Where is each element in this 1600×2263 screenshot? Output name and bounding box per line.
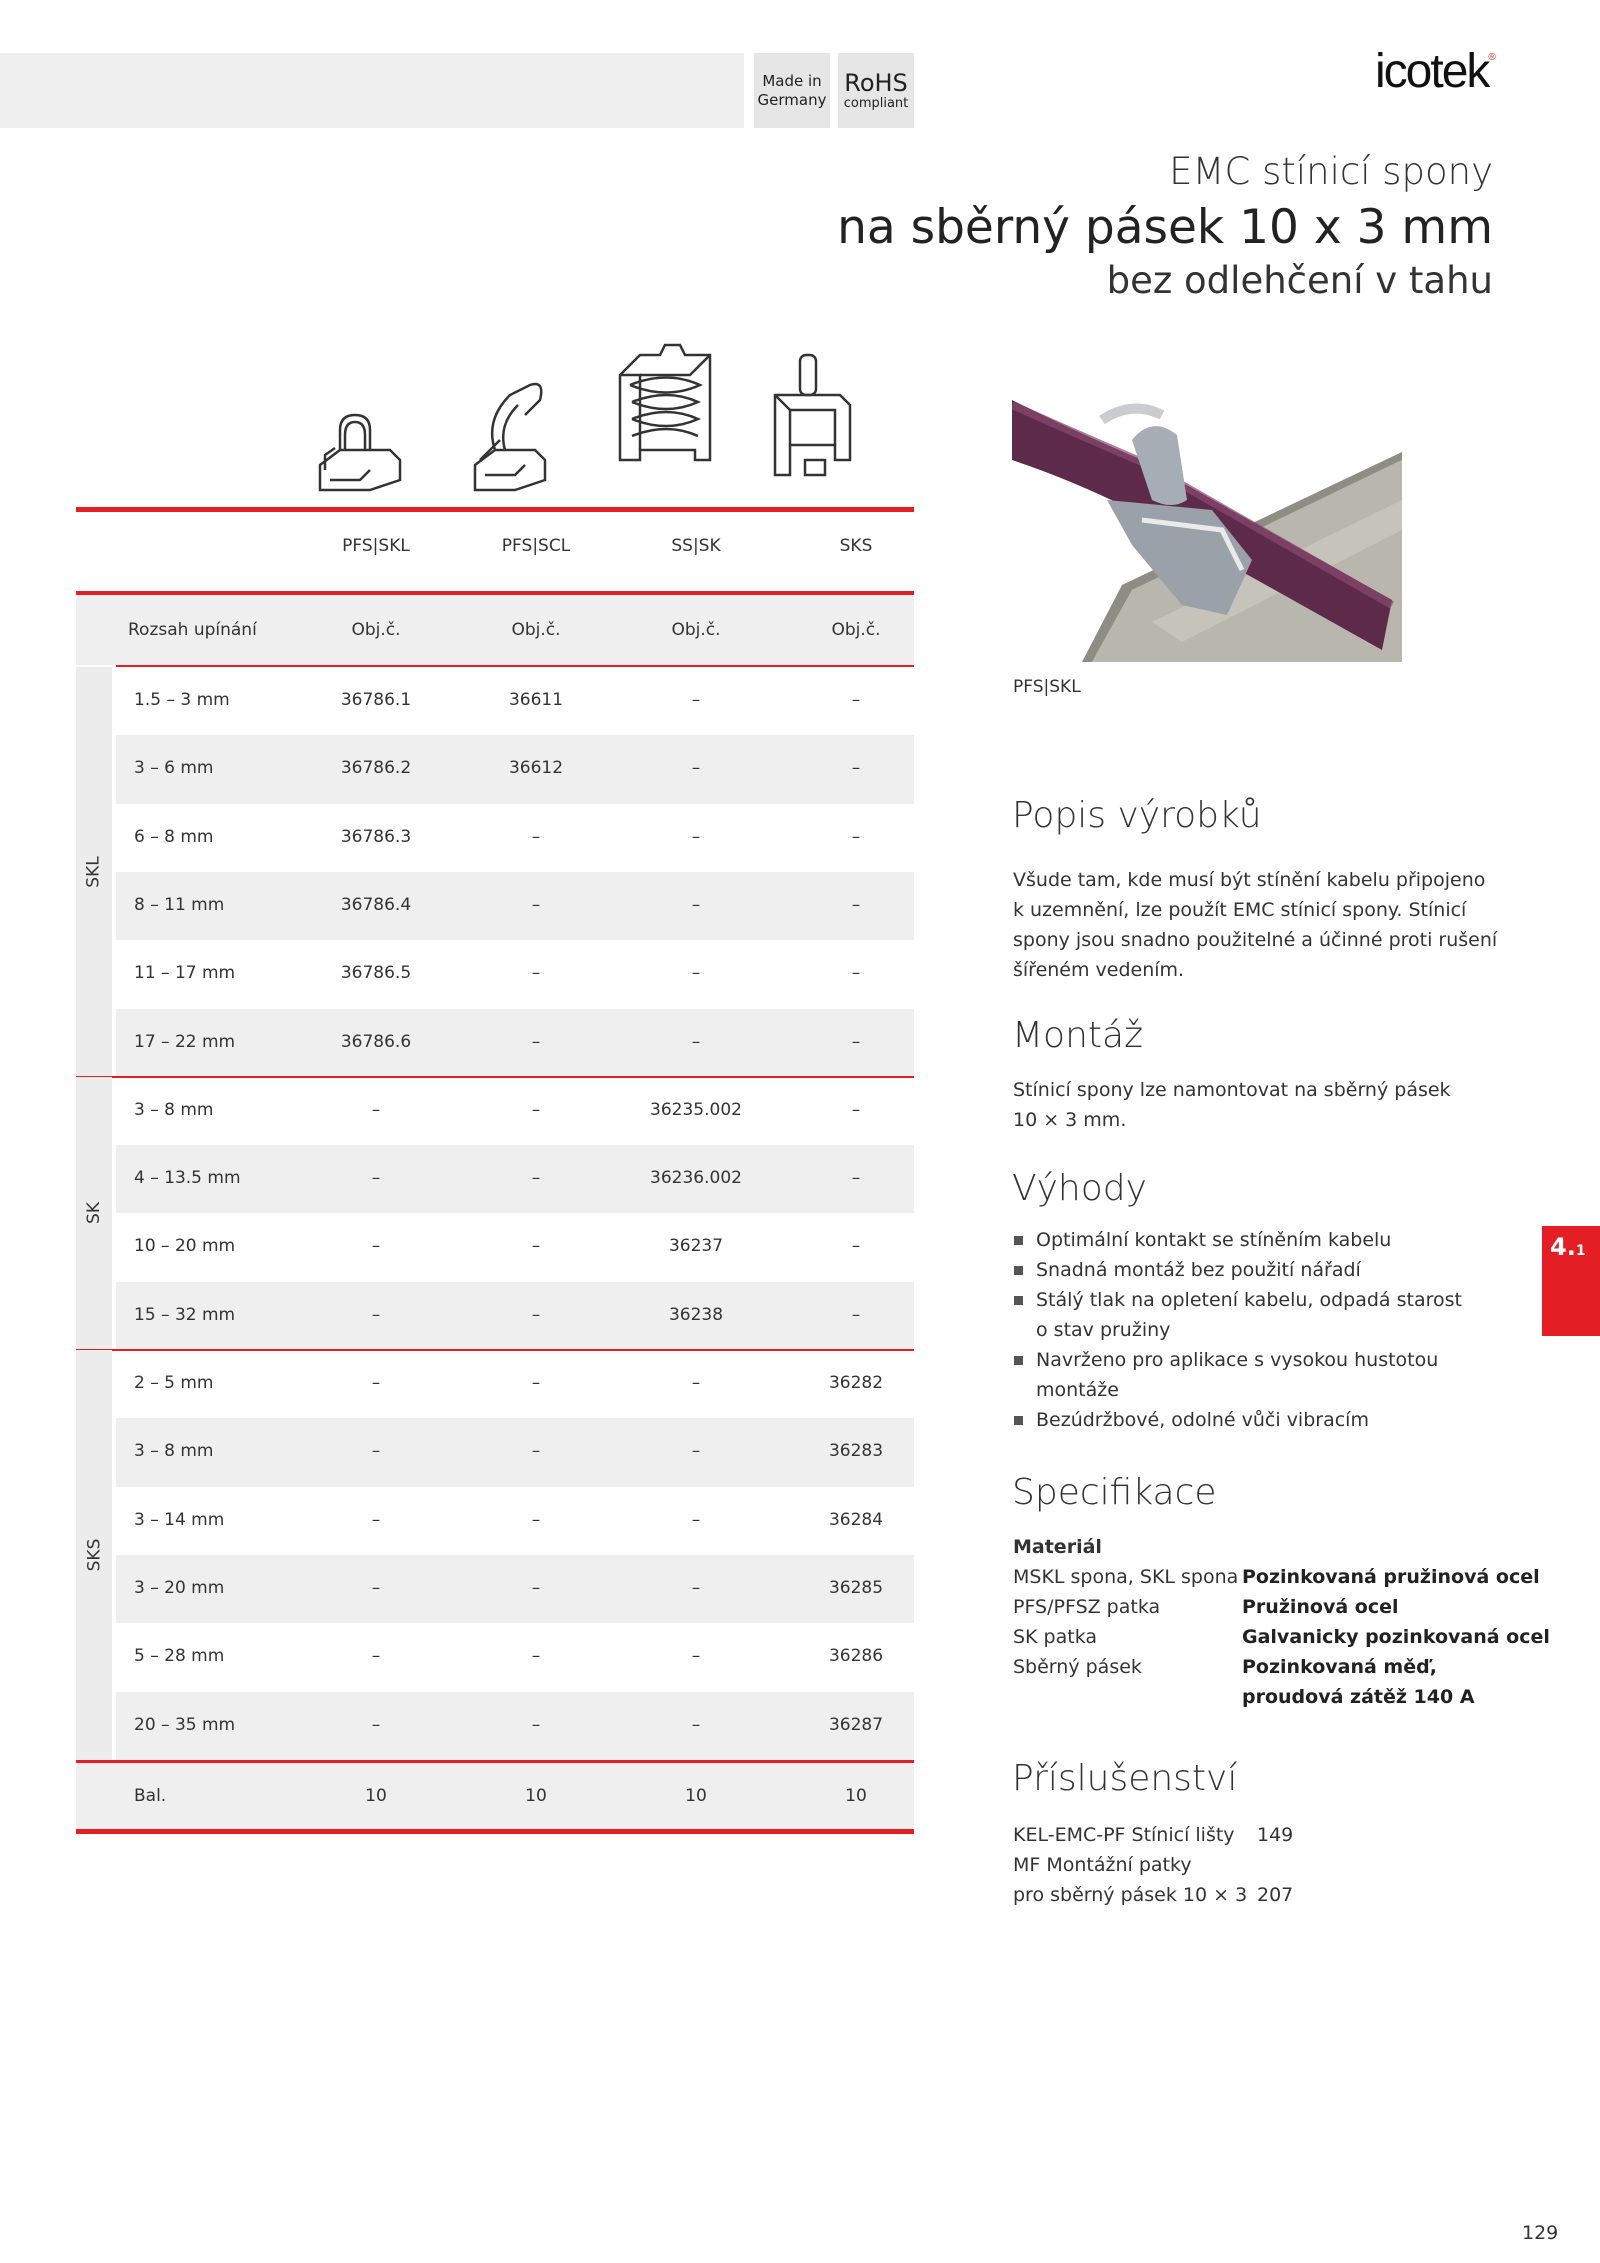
order-number-cell: – (851, 1031, 861, 1052)
order-number-cell: – (531, 894, 541, 915)
order-number-cell: 36786.6 (340, 1031, 412, 1052)
table-row (116, 1487, 914, 1555)
column-header-row (76, 595, 914, 665)
order-number-cell: – (691, 826, 701, 847)
order-number-cell: – (531, 1373, 541, 1393)
order-number-cell: – (691, 690, 701, 710)
group-label-text: SKS (83, 1538, 104, 1572)
accessory-page: 207 (1257, 1884, 1294, 1906)
table-row (116, 1555, 914, 1623)
order-number-cell: – (691, 1031, 701, 1052)
footer-label: Bal. (134, 1786, 167, 1806)
table-row (116, 1350, 914, 1418)
table-row (116, 1692, 914, 1760)
accessory-label: pro sběrný pásek 10 × 3 (1013, 1884, 1248, 1906)
montaz-line: Stínicí spony lze namontovat na sběrný pásek (1013, 1079, 1451, 1101)
range-cell: 11 – 17 mm (134, 963, 236, 984)
made-in-germany-badge (754, 53, 830, 128)
order-number-cell: 36283 (828, 1441, 884, 1462)
order-number-cell: 36786.4 (340, 894, 412, 915)
spec-label: SK patka (1013, 1626, 1098, 1648)
column-header-order: Obj.č. (511, 620, 561, 640)
order-number-cell: 36284 (828, 1509, 884, 1530)
order-number-cell: 36786.3 (340, 826, 412, 847)
order-number-cell: 36786.5 (340, 963, 412, 984)
order-number-cell: – (531, 1031, 541, 1052)
order-number-cell: – (691, 1714, 701, 1735)
table-bottom-rule (76, 1829, 914, 1834)
order-number-cell: 36235.002 (650, 1099, 742, 1120)
prislusenstvi-heading: Příslušenství (1012, 1758, 1238, 1799)
order-number-cell: – (371, 1714, 381, 1735)
vyhody-heading: Výhody (1012, 1168, 1147, 1209)
pfs-skl-drawing-icon (300, 340, 410, 500)
order-number-cell: – (531, 1304, 541, 1325)
range-cell: 17 – 22 mm (134, 1031, 236, 1052)
order-number-cell: – (851, 894, 861, 915)
order-number-cell: – (691, 1509, 701, 1530)
range-cell: 3 – 20 mm (134, 1577, 225, 1598)
list-item: Bezúdržbové, odolné vůči vibracím (1013, 1405, 1513, 1435)
order-number-cell: – (851, 690, 861, 710)
popis-line: spony jsou snadno použitelné a účinné proti rušení (1013, 929, 1498, 951)
popis-line: šířeném vedením. (1013, 959, 1185, 981)
order-number-cell: 36237 (668, 1236, 724, 1257)
product-header: SS|SK (671, 536, 721, 556)
group-label (76, 1350, 112, 1760)
order-number-cell: 36612 (508, 758, 564, 779)
column-header-order: Obj.č. (351, 620, 401, 640)
order-number-cell: – (371, 1646, 381, 1667)
table-row (116, 735, 914, 803)
header-bar (0, 53, 744, 128)
range-cell: 20 – 35 mm (134, 1714, 236, 1735)
order-number-cell: 36238 (668, 1304, 724, 1325)
popis-line: Všude tam, kde musí být stínění kabelu připojeno (1013, 869, 1486, 891)
list-item: Snadná montáž bez použití nářadí (1013, 1255, 1513, 1285)
spec-label: MSKL spona, SKL spona (1013, 1566, 1239, 1588)
order-number-cell: – (691, 1577, 701, 1598)
range-cell: 3 – 8 mm (134, 1099, 214, 1120)
order-number-cell: – (371, 1168, 381, 1189)
footer-value: 10 (365, 1786, 387, 1806)
order-number-cell: 36287 (828, 1714, 884, 1735)
range-cell: 3 – 14 mm (134, 1509, 225, 1530)
order-number-cell: – (371, 1099, 381, 1120)
order-number-cell: – (371, 1509, 381, 1530)
ss-sk-drawing-icon (610, 340, 720, 470)
badge-rohs-small: compliant (843, 96, 909, 111)
footer-value: 10 (845, 1786, 867, 1806)
order-number-cell: – (371, 1373, 381, 1393)
spec-value: Pružinová ocel (1242, 1596, 1399, 1618)
product-header: PFS|SKL (342, 536, 410, 556)
table-row (116, 1418, 914, 1486)
order-number-cell: – (691, 963, 701, 984)
page-number: 129 (1522, 2222, 1559, 2244)
order-number-cell: – (691, 1646, 701, 1667)
order-number-cell: 36282 (828, 1373, 884, 1393)
column-header-order: Obj.č. (831, 620, 881, 640)
order-number-cell: – (371, 1304, 381, 1325)
table-row (116, 667, 914, 735)
column-header-order: Obj.č. (671, 620, 721, 640)
order-number-cell: 36786.1 (340, 690, 412, 710)
badge-rohs-text: RoHS (844, 69, 908, 97)
order-number-cell: 36611 (508, 690, 564, 710)
order-number-cell: – (851, 1099, 861, 1120)
list-item: Navrženo pro aplikace s vysokou hustotou montáže (1013, 1345, 1466, 1405)
chapter-subnumber: 1 (1575, 1243, 1586, 1259)
order-number-cell: – (531, 1168, 541, 1189)
table-row (116, 804, 914, 872)
table-row (116, 1009, 914, 1077)
order-number-cell: – (691, 1441, 701, 1462)
product-header: PFS|SCL (501, 536, 571, 556)
group-label-text: SK (83, 1202, 104, 1225)
order-number-cell: – (531, 1441, 541, 1462)
chapter-number: 4. (1550, 1233, 1576, 1261)
group-label (76, 667, 112, 1077)
range-cell: 2 – 5 mm (134, 1373, 214, 1393)
order-number-cell: – (851, 963, 861, 984)
spec-label: Sběrný pásek (1013, 1656, 1142, 1678)
accessory-label: KEL-EMC-PF Stínicí lišty (1013, 1824, 1235, 1846)
sks-drawing-icon (765, 350, 855, 490)
range-cell: 8 – 11 mm (134, 894, 225, 915)
badge-made-line1: Made in (762, 71, 822, 90)
popis-heading: Popis výrobků (1012, 795, 1262, 836)
product-header-row (76, 512, 914, 584)
group-label (76, 1077, 112, 1350)
montaz-text (1013, 1075, 1513, 1135)
list-item: Optimální kontakt se stíněním kabelu (1013, 1225, 1513, 1255)
order-number-cell: – (851, 758, 861, 779)
order-number-cell: – (531, 826, 541, 847)
chapter-tab (1542, 1226, 1600, 1336)
order-number-cell: – (531, 1099, 541, 1120)
order-number-cell: – (851, 1236, 861, 1257)
pfs-scl-drawing-icon (460, 340, 570, 500)
order-number-cell: – (531, 963, 541, 984)
list-item: Stálý tlak na opletení kabelu, odpadá starost o stav pružiny (1013, 1285, 1466, 1345)
order-number-cell: – (531, 1646, 541, 1667)
order-number-cell: – (371, 1441, 381, 1462)
footer-row (76, 1763, 914, 1829)
product-photo (1012, 360, 1402, 662)
table-row (116, 1623, 914, 1691)
range-cell: 10 – 20 mm (134, 1236, 236, 1257)
range-cell: 6 – 8 mm (134, 826, 214, 847)
table-row (116, 872, 914, 940)
table-row (116, 1282, 914, 1350)
range-cell: 5 – 28 mm (134, 1646, 225, 1667)
order-number-cell: – (691, 758, 701, 779)
montaz-line: 10 × 3 mm. (1013, 1109, 1127, 1131)
popis-line: k uzemnění, lze použít EMC stínicí spony. Stínicí (1013, 899, 1467, 921)
order-number-cell: – (531, 1236, 541, 1257)
montaz-heading: Montáž (1012, 1015, 1143, 1056)
table-row (116, 1145, 914, 1213)
title-line-3: bez odlehčení v tahu (1106, 259, 1493, 302)
footer-value: 10 (685, 1786, 707, 1806)
order-number-cell: 36786.2 (340, 758, 412, 779)
specifikace-heading: Specifikace (1012, 1472, 1217, 1513)
order-number-cell: – (851, 826, 861, 847)
accessory-label: MF Montážní patky (1013, 1854, 1192, 1876)
table-row (116, 940, 914, 1008)
spec-value: Pozinkovaná pružinová ocel (1242, 1566, 1540, 1588)
order-number-cell: – (851, 1168, 861, 1189)
accessory-page: 149 (1257, 1824, 1294, 1846)
product-header: SKS (839, 536, 873, 556)
table-row (116, 1077, 914, 1145)
range-cell: 3 – 6 mm (134, 758, 214, 779)
spec-value: Pozinkovaná měď, (1242, 1656, 1437, 1678)
title-line-2: na sběrný pásek 10 x 3 mm (837, 200, 1493, 255)
spec-label: PFS/PFSZ patka (1013, 1596, 1161, 1618)
order-number-cell: – (851, 1304, 861, 1325)
order-number-cell: – (371, 1236, 381, 1257)
order-number-cell: – (371, 1577, 381, 1598)
brand-logo: icotek® (1375, 45, 1494, 98)
order-number-cell: – (531, 1509, 541, 1530)
rohs-badge (838, 53, 914, 128)
range-cell: 3 – 8 mm (134, 1441, 214, 1462)
order-number-cell: 36236.002 (650, 1168, 742, 1189)
spec-value: Galvanicky pozinkovaná ocel (1242, 1626, 1550, 1648)
title-line-1: EMC stínicí spony (1169, 150, 1493, 193)
vyhody-list (1013, 1225, 1513, 1435)
order-number-cell: – (531, 1714, 541, 1735)
badge-made-line2: Germany (757, 90, 827, 109)
order-number-cell: – (531, 1577, 541, 1598)
spec-value-continuation: proudová zátěž 140 A (1242, 1686, 1475, 1708)
footer-value: 10 (525, 1786, 547, 1806)
popis-text (1013, 865, 1513, 985)
range-cell: 1.5 – 3 mm (134, 690, 230, 710)
range-cell: 15 – 32 mm (134, 1304, 236, 1325)
range-cell: 4 – 13.5 mm (134, 1168, 241, 1189)
order-number-cell: 36285 (828, 1577, 884, 1598)
order-number-cell: – (691, 1373, 701, 1393)
order-number-cell: – (691, 894, 701, 915)
order-number-cell: 36286 (828, 1646, 884, 1667)
table-row (116, 1213, 914, 1281)
photo-caption: PFS|SKL (1013, 677, 1081, 697)
column-header-range: Rozsah upínání (128, 620, 257, 640)
specifikace-subheading: Materiál (1013, 1536, 1102, 1558)
group-label-text: SKL (83, 856, 104, 888)
